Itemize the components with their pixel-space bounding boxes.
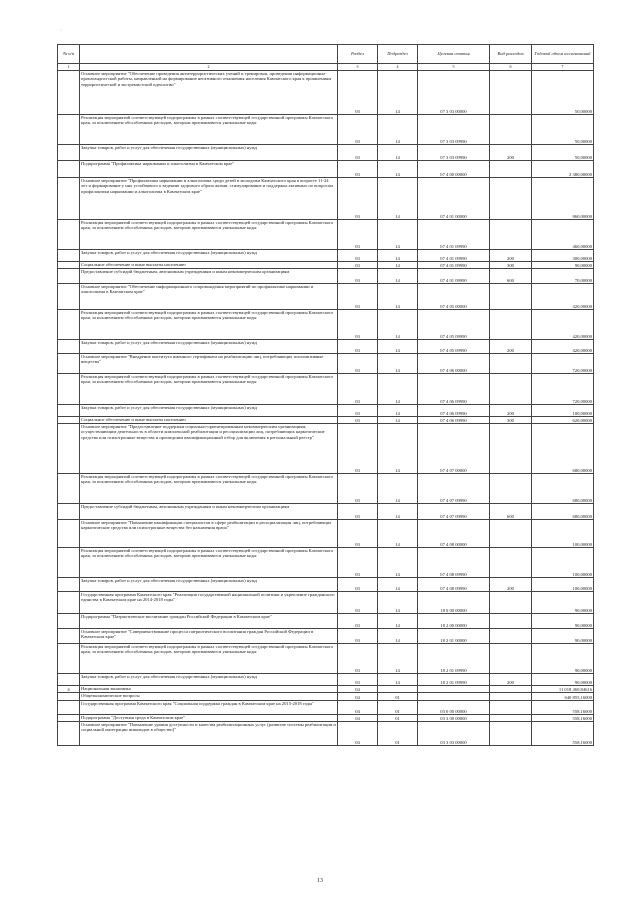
row-num bbox=[58, 417, 80, 424]
table-row bbox=[58, 614, 594, 629]
row-num bbox=[58, 629, 80, 644]
row-target-article: 07 4 07 09990 bbox=[418, 474, 490, 504]
row-expense-type bbox=[490, 71, 532, 115]
row-amount: 460,00000 bbox=[532, 220, 594, 250]
row-num bbox=[58, 520, 80, 548]
row-amount: 90,00000 bbox=[532, 592, 594, 614]
row-amount: 558,16000 bbox=[532, 701, 594, 715]
row-section: 03 bbox=[338, 405, 378, 417]
row-target-article bbox=[418, 686, 490, 693]
table-row bbox=[58, 520, 594, 548]
row-section: 04 bbox=[338, 693, 378, 701]
row-subsection: 14 bbox=[378, 310, 418, 340]
table-row bbox=[58, 262, 594, 269]
row-subsection: 14 bbox=[378, 548, 418, 578]
table-body bbox=[58, 71, 594, 746]
row-num bbox=[58, 161, 80, 178]
row-section: 03 bbox=[338, 161, 378, 178]
row-section: 04 bbox=[338, 715, 378, 722]
row-num bbox=[58, 71, 80, 115]
row-subsection: 14 bbox=[378, 578, 418, 592]
row-section: 03 bbox=[338, 548, 378, 578]
row-name: Основное мероприятие "Повышение квалификации специалистов в сфере реабилитации и ресоциализации лиц, потребляющих наркотические средства или психотропные вещества без назначения врача" bbox=[80, 520, 338, 548]
row-target-article: 07 3 03 00000 bbox=[418, 71, 490, 115]
row-subsection bbox=[378, 686, 418, 693]
row-name: Закупка товаров, работ и услуг для обеспечения государственных (муниципальных) нужд bbox=[80, 340, 338, 354]
row-name: Основное мероприятие "Совершенствование процесса патриотического воспитания граждан Российской Федерации в Камчатском крае" bbox=[80, 629, 338, 644]
row-subsection: 14 bbox=[378, 592, 418, 614]
index-cell: 7 bbox=[532, 64, 594, 71]
row-subsection: 01 bbox=[378, 722, 418, 746]
row-section: 03 bbox=[338, 374, 378, 405]
row-num bbox=[58, 592, 80, 614]
row-subsection: 14 bbox=[378, 629, 418, 644]
row-section: 04 bbox=[338, 701, 378, 715]
table-row bbox=[58, 504, 594, 520]
table-row bbox=[58, 693, 594, 701]
row-amount: 680,00000 bbox=[532, 504, 594, 520]
row-amount: 680,00000 bbox=[532, 474, 594, 504]
row-amount: 620,00000 bbox=[532, 417, 594, 424]
row-subsection: 14 bbox=[378, 71, 418, 115]
row-section: 03 bbox=[338, 340, 378, 354]
row-subsection: 14 bbox=[378, 520, 418, 548]
row-name: Реализация мероприятий соответствующей подпрограммы в рамках соответствующей государственной программы Камчатского края, за исключением обособленных расходов, которым присваиваются уникальные коды bbox=[80, 115, 338, 145]
row-name: Национальная экономика bbox=[80, 686, 338, 693]
row-amount: 90,00000 bbox=[532, 262, 594, 269]
table-row bbox=[58, 269, 594, 284]
row-num bbox=[58, 722, 80, 746]
header-expense: Вид расходов bbox=[490, 45, 532, 64]
row-name: Закупка товаров, работ и услуг для обеспечения государственных (муниципальных) нужд bbox=[80, 578, 338, 592]
row-name: Государственная программа Камчатского края "Реализация государственной национальной политики и укрепление гражданского единства в Камчатском крае на 2014-2018 годы" bbox=[80, 592, 338, 614]
row-section: 03 bbox=[338, 354, 378, 374]
row-expense-type: 200 bbox=[490, 250, 532, 262]
row-amount: 50,00000 bbox=[532, 115, 594, 145]
row-expense-type bbox=[490, 354, 532, 374]
row-target-article: 07 4 06 09990 bbox=[418, 417, 490, 424]
row-num bbox=[58, 115, 80, 145]
row-num bbox=[58, 693, 80, 701]
row-name: Основное мероприятие "Внедрение института именного сертификата на реабилитацию лиц, потребляющих психоактивные вещества" bbox=[80, 354, 338, 374]
row-target-article: 03 3 03 00000 bbox=[418, 722, 490, 746]
table-row bbox=[58, 354, 594, 374]
row-num bbox=[58, 701, 80, 715]
row-amount: 50,00000 bbox=[532, 71, 594, 115]
table-row bbox=[58, 220, 594, 250]
row-num: 4 bbox=[58, 686, 80, 693]
index-cell: 1 bbox=[58, 64, 80, 71]
row-expense-type bbox=[490, 701, 532, 715]
row-section: 03 bbox=[338, 71, 378, 115]
row-num bbox=[58, 145, 80, 161]
row-num bbox=[58, 504, 80, 520]
row-amount: 70,00000 bbox=[532, 269, 594, 284]
index-cell: 2 bbox=[80, 64, 338, 71]
table-row bbox=[58, 161, 594, 178]
row-target-article: 03 0 00 00000 bbox=[418, 701, 490, 715]
row-amount: 300,00000 bbox=[532, 250, 594, 262]
row-target-article: 18 2 01 09990 bbox=[418, 674, 490, 686]
table-row bbox=[58, 284, 594, 310]
table-row bbox=[58, 644, 594, 674]
row-num bbox=[58, 354, 80, 374]
row-amount: 11 018 469,84616 bbox=[532, 686, 594, 693]
row-subsection: 14 bbox=[378, 145, 418, 161]
row-num bbox=[58, 674, 80, 686]
row-num bbox=[58, 548, 80, 578]
row-name: Предоставление субсидий бюджетным, автономным учреждениям и иным некоммерческим организациям bbox=[80, 269, 338, 284]
row-num bbox=[58, 644, 80, 674]
row-expense-type: 600 bbox=[490, 504, 532, 520]
row-name: Основное мероприятие "Обеспечение проведения антитеррористических учений и тренировок, проведения информационно-пропагандистской работы, направленной на формирование негативного отношения населения Камчатского края к проявлениям террористической и экстремистской идеологии" bbox=[80, 71, 338, 115]
row-section: 03 bbox=[338, 220, 378, 250]
row-amount: 420,00000 bbox=[532, 340, 594, 354]
row-subsection: 14 bbox=[378, 474, 418, 504]
row-amount: 558,16000 bbox=[532, 715, 594, 722]
table-row bbox=[58, 145, 594, 161]
row-target-article bbox=[418, 693, 490, 701]
row-amount: 420,00000 bbox=[532, 310, 594, 340]
row-section: 03 bbox=[338, 578, 378, 592]
row-section: 04 bbox=[338, 722, 378, 746]
table-row bbox=[58, 474, 594, 504]
row-amount: 720,00000 bbox=[532, 374, 594, 405]
row-expense-type: 200 bbox=[490, 674, 532, 686]
row-amount: 720,00000 bbox=[532, 354, 594, 374]
header-name bbox=[80, 45, 338, 64]
row-expense-type bbox=[490, 374, 532, 405]
row-subsection: 14 bbox=[378, 340, 418, 354]
row-subsection: 14 bbox=[378, 115, 418, 145]
row-target-article: 18 2 01 09990 bbox=[418, 644, 490, 674]
row-target-article: 18 0 00 00000 bbox=[418, 592, 490, 614]
row-subsection: 14 bbox=[378, 220, 418, 250]
row-num bbox=[58, 374, 80, 405]
table-row bbox=[58, 674, 594, 686]
row-amount: 420,00000 bbox=[532, 284, 594, 310]
row-name: Реализация мероприятий соответствующей подпрограммы в рамках соответствующей государственной программы Камчатского края, за исключением обособленных расходов, которым присваиваются уникальные коды bbox=[80, 548, 338, 578]
row-amount: 90,00000 bbox=[532, 644, 594, 674]
row-name: Закупка товаров, работ и услуг для обеспечения государственных (муниципальных) нужд bbox=[80, 145, 338, 161]
row-subsection: 14 bbox=[378, 644, 418, 674]
index-cell: 4 bbox=[378, 64, 418, 71]
row-num bbox=[58, 178, 80, 220]
row-expense-type bbox=[490, 310, 532, 340]
table-row bbox=[58, 374, 594, 405]
row-section: 03 bbox=[338, 417, 378, 424]
table-row bbox=[58, 178, 594, 220]
header-subsection: Подраздел bbox=[378, 45, 418, 64]
row-name: Подпрограмма "Патриотическое воспитание граждан Российской Федерации в Камчатском крае" bbox=[80, 614, 338, 629]
row-num bbox=[58, 578, 80, 592]
row-name: Реализация мероприятий соответствующей подпрограммы в рамках соответствующей государственной программы Камчатского края, за исключением обособленных расходов, которым присваиваются уникальные коды bbox=[80, 644, 338, 674]
table-row bbox=[58, 310, 594, 340]
row-name: Реализация мероприятий соответствующей подпрограммы в рамках соответствующей государственной программы Камчатского края, за исключением обособленных расходов, которым присваиваются уникальные коды bbox=[80, 310, 338, 340]
header-section: Раздел bbox=[338, 45, 378, 64]
row-target-article: 07 4 01 09990 bbox=[418, 220, 490, 250]
budget-table bbox=[57, 44, 594, 746]
row-target-article: 07 4 05 00000 bbox=[418, 284, 490, 310]
row-subsection: 14 bbox=[378, 284, 418, 310]
row-section: 03 bbox=[338, 520, 378, 548]
row-section: 03 bbox=[338, 674, 378, 686]
row-target-article: 03 3 00 00000 bbox=[418, 715, 490, 722]
table-row bbox=[58, 578, 594, 592]
row-section: 03 bbox=[338, 145, 378, 161]
row-target-article: 07 4 01 09990 bbox=[418, 250, 490, 262]
row-num bbox=[58, 262, 80, 269]
row-num bbox=[58, 269, 80, 284]
row-subsection: 14 bbox=[378, 250, 418, 262]
table-row bbox=[58, 250, 594, 262]
table-header-row bbox=[58, 45, 594, 64]
row-amount: 558,16000 bbox=[532, 722, 594, 746]
row-target-article: 07 4 06 09990 bbox=[418, 405, 490, 417]
row-subsection: 01 bbox=[378, 693, 418, 701]
row-expense-type: 200 bbox=[490, 145, 532, 161]
row-amount: 680,00000 bbox=[532, 424, 594, 474]
row-expense-type: 200 bbox=[490, 578, 532, 592]
row-name: Закупка товаров, работ и услуг для обеспечения государственных (муниципальных) нужд bbox=[80, 405, 338, 417]
row-section: 03 bbox=[338, 644, 378, 674]
row-expense-type bbox=[490, 284, 532, 310]
row-expense-type bbox=[490, 115, 532, 145]
row-target-article: 07 4 05 09990 bbox=[418, 310, 490, 340]
row-subsection: 14 bbox=[378, 424, 418, 474]
row-target-article: 07 4 08 09990 bbox=[418, 548, 490, 578]
table-row bbox=[58, 115, 594, 145]
row-amount: 100,00000 bbox=[532, 578, 594, 592]
row-subsection: 14 bbox=[378, 354, 418, 374]
row-expense-type bbox=[490, 424, 532, 474]
row-amount: 90,00000 bbox=[532, 614, 594, 629]
row-target-article: 07 4 06 00000 bbox=[418, 354, 490, 374]
row-subsection: 14 bbox=[378, 504, 418, 520]
index-cell: 3 bbox=[338, 64, 378, 71]
row-num bbox=[58, 340, 80, 354]
row-target-article: 07 4 01 09990 bbox=[418, 262, 490, 269]
row-name: Реализация мероприятий соответствующей подпрограммы в рамках соответствующей государственной программы Камчатского края, за исключением обособленных расходов, которым присваиваются уникальные коды bbox=[80, 220, 338, 250]
row-num bbox=[58, 614, 80, 629]
row-subsection: 14 bbox=[378, 674, 418, 686]
row-expense-type bbox=[490, 715, 532, 722]
row-name: Закупка товаров, работ и услуг для обеспечения государственных (муниципальных) нужд bbox=[80, 250, 338, 262]
table-row bbox=[58, 686, 594, 693]
row-section: 03 bbox=[338, 592, 378, 614]
row-name: Основное мероприятие "Профилактика наркомании и алкоголизма среди детей и молодежи Камчатского края в возрасте 11-24 лет и формирование у них устойчивого к ведению здорового образа жизни, стимулирование и поддержка активных по вопросам профилактики наркомании и алкоголизма в Камчатском крае" bbox=[80, 178, 338, 220]
table-row bbox=[58, 71, 594, 115]
row-subsection: 14 bbox=[378, 178, 418, 220]
row-num bbox=[58, 424, 80, 474]
row-subsection: 01 bbox=[378, 701, 418, 715]
row-section: 03 bbox=[338, 269, 378, 284]
row-target-article: 07 4 05 09990 bbox=[418, 340, 490, 354]
row-expense-type: 200 bbox=[490, 340, 532, 354]
row-num bbox=[58, 284, 80, 310]
row-section: 03 bbox=[338, 504, 378, 520]
row-num bbox=[58, 220, 80, 250]
row-name: Предоставление субсидий бюджетным, автономным учреждениям и иным некоммерческим организациям bbox=[80, 504, 338, 520]
row-expense-type: 300 bbox=[490, 262, 532, 269]
row-target-article: 07 4 07 09990 bbox=[418, 504, 490, 520]
row-expense-type bbox=[490, 686, 532, 693]
scan-mark: · bbox=[60, 28, 62, 34]
row-expense-type: 200 bbox=[490, 405, 532, 417]
table-row bbox=[58, 592, 594, 614]
row-section: 03 bbox=[338, 474, 378, 504]
row-target-article: 07 3 03 09990 bbox=[418, 145, 490, 161]
row-name: Социальное обеспечение и иные выплаты населению bbox=[80, 417, 338, 424]
row-num bbox=[58, 715, 80, 722]
row-expense-type bbox=[490, 161, 532, 178]
table-row bbox=[58, 417, 594, 424]
row-num bbox=[58, 405, 80, 417]
page-number: 13 bbox=[317, 878, 323, 884]
row-subsection: 14 bbox=[378, 374, 418, 405]
row-section: 03 bbox=[338, 424, 378, 474]
row-target-article: 07 4 06 09990 bbox=[418, 374, 490, 405]
table-row bbox=[58, 548, 594, 578]
row-target-article: 07 4 00 00000 bbox=[418, 161, 490, 178]
row-amount: 50,00000 bbox=[532, 145, 594, 161]
row-section: 03 bbox=[338, 115, 378, 145]
row-expense-type bbox=[490, 614, 532, 629]
row-name: Основное мероприятие "Предоставление поддержки социально-ориентированным некоммерческим организациям, осуществляющим деятельность в области комплексной реабилитации и ресоциализации лиц, потребляющих наркотические средства или психотропные вещества и прошедшим квалификационный отбор для включения в региональный реестр" bbox=[80, 424, 338, 474]
row-amount: 90,00000 bbox=[532, 629, 594, 644]
row-subsection: 14 bbox=[378, 262, 418, 269]
row-expense-type bbox=[490, 220, 532, 250]
row-name: Основное мероприятие "Повышение уровня доступности и качества реабилитационных услуг (развитие системы реабилитации и социальной интеграции инвалидов в общество)" bbox=[80, 722, 338, 746]
row-subsection: 14 bbox=[378, 614, 418, 629]
table-row bbox=[58, 405, 594, 417]
row-target-article: 07 4 01 00000 bbox=[418, 178, 490, 220]
row-name: Государственная программа Камчатского края "Социальная поддержка граждан в Камчатском крае на 2015-2018 годы" bbox=[80, 701, 338, 715]
row-subsection: 14 bbox=[378, 417, 418, 424]
row-amount: 640 855,16000 bbox=[532, 693, 594, 701]
row-target-article: 07 4 08 09990 bbox=[418, 578, 490, 592]
table-row bbox=[58, 340, 594, 354]
row-expense-type bbox=[490, 592, 532, 614]
row-name: Подпрограмма "Профилактика наркомании и алкоголизма в Камчатском крае" bbox=[80, 161, 338, 178]
row-amount: 100,00000 bbox=[532, 548, 594, 578]
row-expense-type bbox=[490, 722, 532, 746]
row-expense-type bbox=[490, 178, 532, 220]
table-row bbox=[58, 722, 594, 746]
row-name: Реализация мероприятий соответствующей подпрограммы в рамках соответствующей государственной программы Камчатского края, за исключением обособленных расходов, которым присваиваются уникальные коды bbox=[80, 474, 338, 504]
row-target-article: 07 4 08 00000 bbox=[418, 520, 490, 548]
row-expense-type: 600 bbox=[490, 269, 532, 284]
header-num: № п/п bbox=[58, 45, 80, 64]
table-row bbox=[58, 629, 594, 644]
row-name: Закупка товаров, работ и услуг для обеспечения государственных (муниципальных) нужд bbox=[80, 674, 338, 686]
row-amount: 2 380,00000 bbox=[532, 161, 594, 178]
row-target-article: 18 2 00 00000 bbox=[418, 614, 490, 629]
table-row bbox=[58, 715, 594, 722]
row-section: 03 bbox=[338, 629, 378, 644]
row-target-article: 07 3 03 09990 bbox=[418, 115, 490, 145]
row-expense-type: 300 bbox=[490, 417, 532, 424]
row-name: Подпрограмма "Доступная среда в Камчатском крае" bbox=[80, 715, 338, 722]
row-num bbox=[58, 474, 80, 504]
row-name: Реализация мероприятий соответствующей подпрограммы в рамках соответствующей государственной программы Камчатского края, за исключением обособленных расходов, которым присваиваются уникальные коды bbox=[80, 374, 338, 405]
row-section: 03 bbox=[338, 262, 378, 269]
row-section: 03 bbox=[338, 310, 378, 340]
row-amount: 90,00000 bbox=[532, 674, 594, 686]
row-name: Социальное обеспечение и иные выплаты населению bbox=[80, 262, 338, 269]
row-subsection: 14 bbox=[378, 269, 418, 284]
row-section: 03 bbox=[338, 250, 378, 262]
row-subsection: 01 bbox=[378, 715, 418, 722]
row-amount: 860,00000 bbox=[532, 178, 594, 220]
row-target-article: 07 4 01 09990 bbox=[418, 269, 490, 284]
index-cell: 6 bbox=[490, 64, 532, 71]
index-row bbox=[58, 64, 594, 71]
row-target-article: 18 2 01 00000 bbox=[418, 629, 490, 644]
row-num bbox=[58, 310, 80, 340]
header-target: Целевая статья bbox=[418, 45, 490, 64]
table-row bbox=[58, 701, 594, 715]
row-expense-type bbox=[490, 520, 532, 548]
row-expense-type bbox=[490, 629, 532, 644]
row-expense-type bbox=[490, 693, 532, 701]
row-amount: 100,00000 bbox=[532, 405, 594, 417]
row-section: 04 bbox=[338, 686, 378, 693]
row-section: 03 bbox=[338, 178, 378, 220]
row-name: Основное мероприятие "Обеспечение информационного сопровождения мероприятий по профилактике наркомании и алкоголизма в Камчатском крае" bbox=[80, 284, 338, 310]
index-cell: 5 bbox=[418, 64, 490, 71]
row-subsection: 14 bbox=[378, 405, 418, 417]
row-amount: 100,00000 bbox=[532, 520, 594, 548]
table-row bbox=[58, 424, 594, 474]
header-amount: Годовой объем ассигнований bbox=[532, 45, 594, 64]
row-expense-type bbox=[490, 548, 532, 578]
row-subsection: 14 bbox=[378, 161, 418, 178]
row-expense-type bbox=[490, 474, 532, 504]
row-section: 03 bbox=[338, 284, 378, 310]
row-name: Общеэкономические вопросы bbox=[80, 693, 338, 701]
row-expense-type bbox=[490, 644, 532, 674]
row-num bbox=[58, 250, 80, 262]
row-target-article: 07 4 07 00000 bbox=[418, 424, 490, 474]
row-section: 03 bbox=[338, 614, 378, 629]
